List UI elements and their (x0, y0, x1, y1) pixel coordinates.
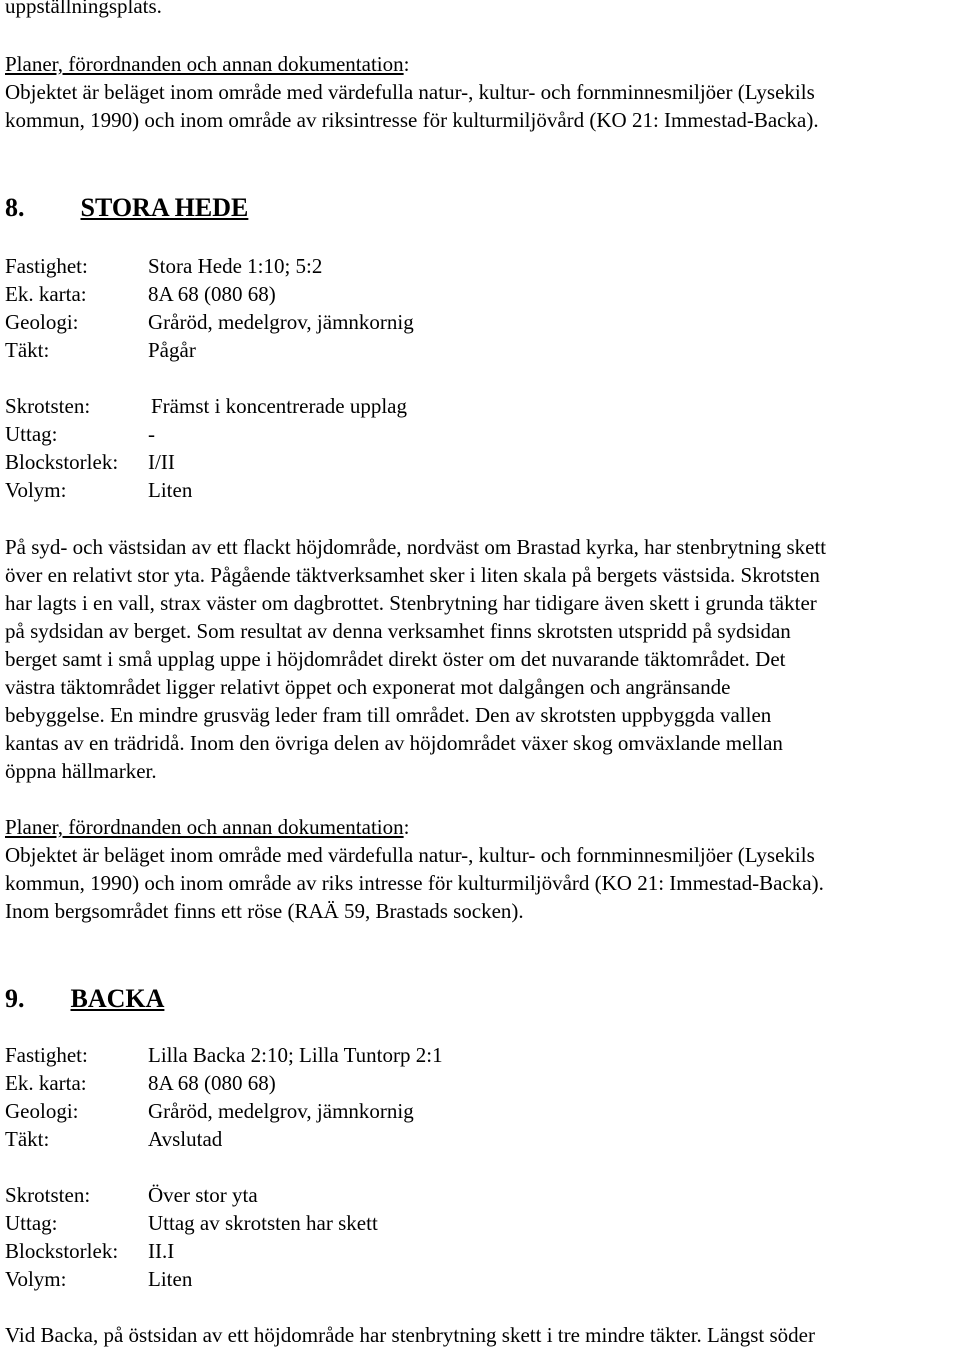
field-label: Skrotsten: (5, 1183, 91, 1207)
field-value: Uttag av skrotsten har skett (148, 1211, 378, 1235)
field-value: - (148, 422, 155, 446)
field-label: Blockstorlek: (5, 450, 119, 474)
field-value: I/II (148, 450, 175, 474)
section-number: 8. (5, 193, 25, 222)
field-label: Uttag: (5, 1211, 58, 1235)
field-label: Uttag: (5, 422, 58, 446)
field-row (5, 476, 192, 504)
section-title: BACKA (70, 984, 165, 1013)
field-value: 8A 68 (080 68) (148, 1071, 276, 1095)
field-value: 8A 68 (080 68) (148, 282, 276, 306)
field-row (5, 1041, 443, 1069)
field-value: Lilla Backa 2:10; Lilla Tuntorp 2:1 (148, 1043, 443, 1067)
field-label: Geologi: (5, 310, 79, 334)
field-value: II.I (148, 1239, 175, 1263)
plan-text-line: Objektet är beläget inom område med värdefulla natur-, kultur- och fornminnesmiljöer (Lysekils (5, 80, 815, 104)
field-row (5, 1237, 174, 1265)
plan-text-line: Inom bergsområdet finns ett röse (RAÄ 59, Brastads socken). (5, 899, 524, 923)
plan-heading-text: Planer, förordnanden och annan dokumentation (5, 815, 404, 839)
field-value: Över stor yta (148, 1183, 258, 1207)
field-label: Skrotsten: (5, 394, 91, 418)
field-row (5, 1181, 258, 1209)
field-label: Täkt: (5, 1127, 50, 1151)
field-label: Fastighet: (5, 254, 88, 278)
body-line: västra täktområdet ligger relativt öppet och exponerat mot dalgången och angränsande (5, 675, 731, 699)
field-row (5, 1069, 276, 1097)
plan-heading-text: Planer, förordnanden och annan dokumentation (5, 52, 404, 76)
field-label: Volym: (5, 1267, 67, 1291)
body-line: över en relativt stor yta. Pågående täktverksamhet sker i liten skala på bergets västsida. Skrotsten (5, 563, 820, 587)
body-line: bebyggelse. En mindre grusväg leder fram till området. Den av skrotsten uppbyggda vallen (5, 703, 772, 727)
section-number: 9. (5, 984, 25, 1013)
plan-heading (5, 813, 409, 841)
field-label: Fastighet: (5, 1043, 88, 1067)
field-value: Liten (148, 1267, 193, 1291)
plan-heading (5, 50, 409, 78)
field-row (5, 1265, 192, 1293)
body-line: Vid Backa, på östsidan av ett höjdområde har stenbrytning skett i tre mindre täkter. Längst söder (5, 1323, 815, 1347)
field-row (5, 1097, 414, 1125)
body-line: öppna hällmarker. (5, 759, 157, 783)
field-row (5, 252, 322, 280)
body-line: på sydsidan av berget. Som resultat av denna verksamhet finns skrotsten utspridd på sydsidan (5, 619, 791, 643)
field-label: Volym: (5, 478, 67, 502)
field-label: Geologi: (5, 1099, 79, 1123)
field-label: Ek. karta: (5, 1071, 87, 1095)
field-value: Stora Hede 1:10; 5:2 (148, 254, 323, 278)
plan-text-line: kommun, 1990) och inom område av riks intresse för kulturmiljövård (KO 21: Immestad-Backa). (5, 871, 824, 895)
plan-heading-colon: : (403, 52, 410, 76)
field-label: Ek. karta: (5, 282, 87, 306)
field-row (5, 1209, 378, 1237)
field-label: Täkt: (5, 338, 50, 362)
field-row (5, 420, 155, 448)
field-value: Främst i koncentrerade upplag (151, 394, 407, 418)
body-line: har lagts i en vall, strax väster om dagbrottet. Stenbrytning har tidigare även skett i grunda täkter (5, 591, 817, 615)
section-heading-8 (5, 192, 248, 224)
field-value: Liten (148, 478, 193, 502)
plan-heading-colon: : (403, 815, 410, 839)
intro-text: uppställningsplats. (5, 0, 162, 18)
field-row (5, 280, 276, 308)
body-line: kantas av en trädridå. Inom den övriga delen av höjdområdet växer skog omväxlande mellan (5, 731, 783, 755)
field-label: Blockstorlek: (5, 1239, 119, 1263)
section-title: STORA HEDE (80, 193, 249, 222)
field-row (5, 392, 407, 420)
section-heading-9 (5, 983, 164, 1015)
field-value: Pågår (148, 338, 196, 362)
plan-text-line: Objektet är beläget inom område med värdefulla natur-, kultur- och fornminnesmiljöer (Lysekils (5, 843, 815, 867)
field-row (5, 448, 175, 476)
field-value: Avslutad (148, 1127, 223, 1151)
plan-text-line: kommun, 1990) och inom område av riksintresse för kulturmiljövård (KO 21: Immestad-Backa). (5, 108, 819, 132)
field-value: Gråröd, medelgrov, jämnkornig (148, 310, 414, 334)
body-line: berget samt i små upplag uppe i höjdområdet direkt öster om det nuvarande täktområdet. Det (5, 647, 786, 671)
field-row (5, 308, 414, 336)
field-row (5, 336, 196, 364)
body-line: På syd- och västsidan av ett flackt höjdområde, nordväst om Brastad kyrka, har stenbrytning skett (5, 535, 827, 559)
field-row (5, 1125, 222, 1153)
field-value: Gråröd, medelgrov, jämnkornig (148, 1099, 414, 1123)
